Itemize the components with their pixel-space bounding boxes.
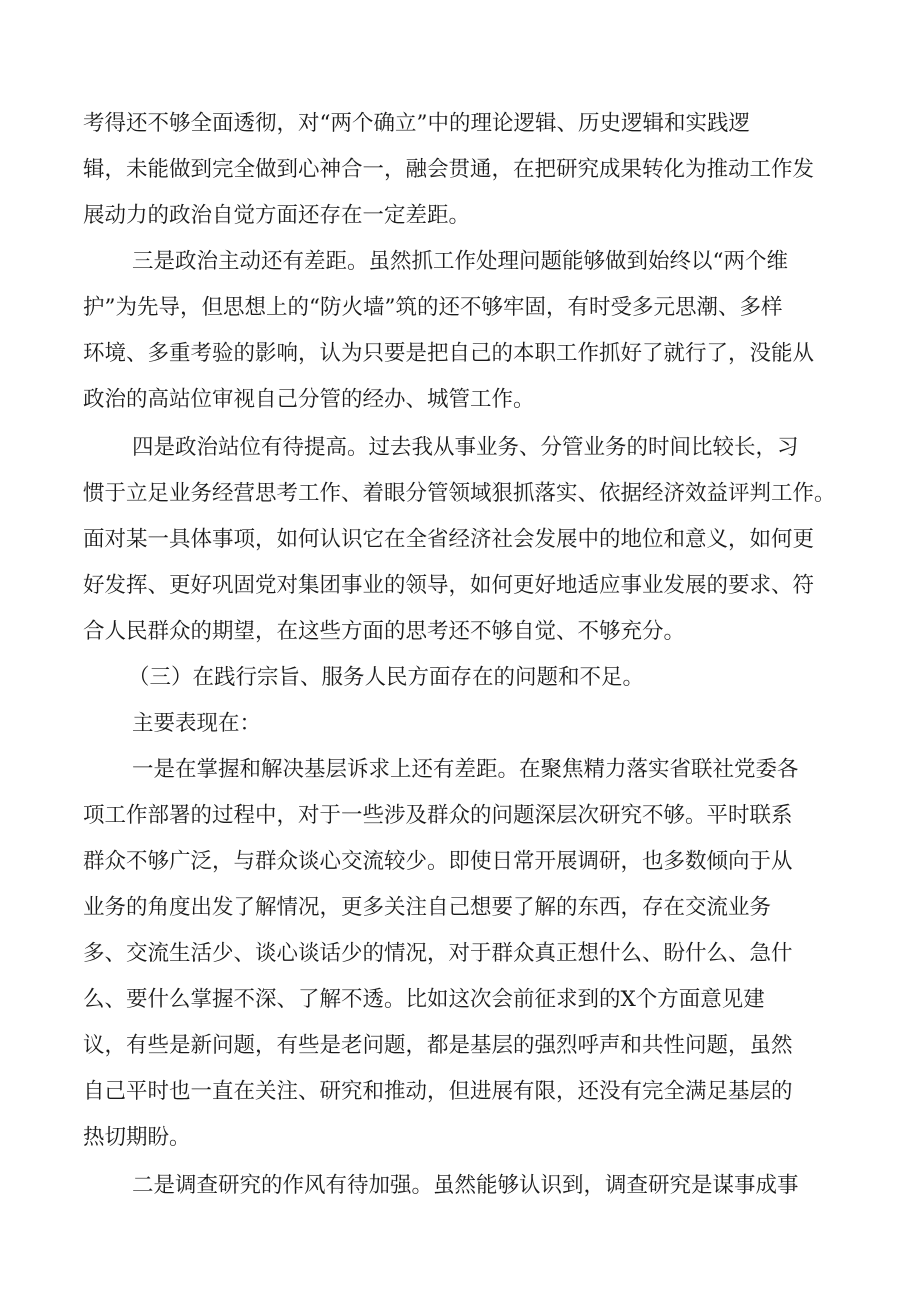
text-line xyxy=(0,242,920,282)
text-line xyxy=(0,104,920,144)
line-text: 项工作部署的过程中，对于一些涉及群众的问题深层次研究不够。平时联系 xyxy=(83,803,793,828)
text-line xyxy=(0,334,920,374)
text-line xyxy=(0,1118,920,1158)
text-line xyxy=(0,796,920,836)
line-text: 惯于立足业务经营思考工作、着眼分管领域狠抓落实、依据经济效益评判工作。 xyxy=(83,481,836,506)
line-text: 业务的角度出发了解情况，更多关注自己想要了解的东西，存在交流业务 xyxy=(83,895,772,920)
line-text: 二是调查研究的作风有待加强。虽然能够认识到，调查研究是谋事成事 xyxy=(132,1173,799,1198)
line-text: 政治的高站位审视自己分管的经办、城管工作。 xyxy=(83,387,535,412)
text-line xyxy=(0,1072,920,1112)
text-line xyxy=(0,428,920,468)
line-text: 群众不够广泛，与群众谈心交流较少。即使日常开展调研，也多数倾向于从 xyxy=(83,849,793,874)
line-text: 考得还不够全面透彻，对“两个确立”中的理论逻辑、历史逻辑和实践逻 xyxy=(83,111,750,136)
text-line xyxy=(0,380,920,420)
text-line xyxy=(0,750,920,790)
text-line xyxy=(0,566,920,606)
line-text: 辑，未能做到完全做到心神合一，融会贯通，在把研究成果转化为推动工作发 xyxy=(83,157,815,182)
line-text: 好发挥、更好巩固党对集团事业的领导，如何更好地适应事业发展的要求、符 xyxy=(83,573,815,598)
line-text: 三是政治主动还有差距。虽然抓工作处理问题能够做到始终以“两个维 xyxy=(132,249,788,274)
line-text: 么、要什么掌握不深、了解不透。比如这次会前征求到的X个方面意见建 xyxy=(83,987,765,1012)
text-line xyxy=(0,612,920,652)
text-line xyxy=(0,1166,920,1206)
line-text: （三）在践行宗旨、服务人民方面存在的问题和不足。 xyxy=(128,665,645,690)
line-text: 面对某一具体事项，如何认识它在全省经济社会发展中的地位和意义，如何更 xyxy=(83,527,815,552)
text-line xyxy=(0,704,920,744)
line-text: 展动力的政治自觉方面还存在一定差距。 xyxy=(83,203,471,228)
line-text: 四是政治站位有待提高。过去我从事业务、分管业务的时间比较长，习 xyxy=(132,435,799,460)
text-line xyxy=(0,150,920,190)
text-line xyxy=(0,842,920,882)
text-line xyxy=(0,980,920,1020)
text-line xyxy=(0,474,920,514)
line-text: 自己平时也一直在关注、研究和推动，但进展有限，还没有完全满足基层的 xyxy=(83,1079,793,1104)
line-text: 多、交流生活少、谈心谈话少的情况，对于群众真正想什么、盼什么、急什 xyxy=(83,941,793,966)
line-text: 护”为先导，但思想上的“防火墙”筑的还不够牢固，有时受多元思潮、多样 xyxy=(83,295,783,320)
line-text: 合人民群众的期望，在这些方面的思考还不够自觉、不够充分。 xyxy=(83,619,686,644)
section-heading xyxy=(0,658,920,698)
text-line xyxy=(0,288,920,328)
line-text: 环境、多重考验的影响，认为只要是把自己的本职工作抓好了就行了，没能从 xyxy=(83,341,815,366)
text-line xyxy=(0,196,920,236)
line-text: 热切期盼。 xyxy=(83,1125,191,1150)
text-line xyxy=(0,1026,920,1066)
text-line xyxy=(0,888,920,928)
line-text: 主要表现在： xyxy=(132,711,262,736)
line-text: 议，有些是新问题，有些是老问题，都是基层的强烈呼声和共性问题，虽然 xyxy=(83,1033,793,1058)
text-line xyxy=(0,520,920,560)
text-line xyxy=(0,934,920,974)
line-text: 一是在掌握和解决基层诉求上还有差距。在聚焦精力落实省联社党委各 xyxy=(132,757,799,782)
